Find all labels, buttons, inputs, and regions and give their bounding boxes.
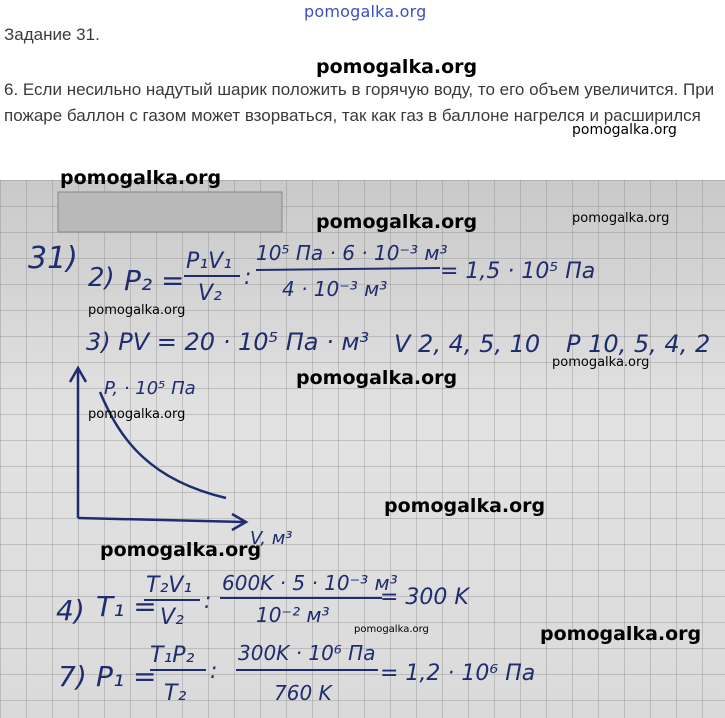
step7-label: 7) [58, 660, 87, 693]
t1p2-fraction-top: T₁P₂ [150, 643, 195, 668]
p1v1-fraction-top: P₁V₁ [186, 249, 232, 274]
step4-label: 4) [56, 594, 85, 627]
svg-text::: : [204, 589, 212, 614]
step7-numerator: 300K · 10⁶ Па [238, 641, 376, 665]
task-number: 31) [28, 241, 78, 276]
v2-fraction-bottom: V₂ [198, 281, 222, 306]
t1-symbol: T₁ = [96, 590, 157, 623]
watermark: pomogalka.org [572, 122, 677, 138]
step2-result: = 1,5 · 10⁵ Па [440, 259, 596, 284]
step3-equation: 3) PV = 20 · 10⁵ Па · м³ [86, 328, 370, 356]
svg-text::: : [244, 265, 252, 290]
task-title: Задание 31. [4, 25, 100, 44]
answer-text: 6. Если несильно надутый шарик положить в горячую воду, то его объем увеличится. При пожаре баллон с газом может взорваться, так как газ в баллоне нагрелся и расширился [4, 80, 715, 125]
step7-result: = 1,2 · 10⁶ Па [380, 661, 536, 686]
step4-numerator: 600K · 5 · 10⁻³ м³ [222, 571, 398, 595]
redaction-box [58, 192, 282, 232]
step4-denominator: 10⁻² м³ [256, 603, 330, 627]
p1-symbol: P₁ = [96, 660, 157, 693]
watermark: pomogalka.org [88, 407, 186, 422]
watermark: pomogalka.org [88, 303, 186, 318]
p-values: P 10, 5, 4, 2 [566, 330, 711, 358]
svg-text::: : [210, 659, 218, 684]
watermark: pomogalka.org [354, 624, 429, 635]
watermark: pomogalka.org [384, 495, 546, 517]
t2v1-fraction-top: T₂V₁ [146, 573, 193, 598]
p2-symbol: P₂ = [124, 264, 185, 297]
watermark: pomogalka.org [316, 56, 478, 78]
watermark: pomogalka.org [540, 623, 702, 645]
t2-bottom: T₂ [164, 681, 187, 706]
step2-denominator: 4 · 10⁻³ м³ [282, 277, 388, 301]
watermark: pomogalka.org [60, 167, 222, 189]
graph-x-axis [78, 518, 244, 522]
step7-denominator: 760 K [274, 681, 332, 705]
step2-numerator: 10⁵ Па · 6 · 10⁻³ м³ [256, 241, 448, 265]
watermark: pomogalka.org [572, 211, 670, 226]
watermark: pomogalka.org [316, 211, 478, 233]
step2-label: 2) [88, 263, 115, 293]
graph-x-label: V, м³ [250, 528, 293, 549]
v-values: V 2, 4, 5, 10 [394, 330, 541, 358]
graph-y-label: P, · 10⁵ Па [104, 378, 196, 399]
watermark: pomogalka.org [296, 367, 458, 389]
watermark: pomogalka.org [100, 539, 262, 561]
site-watermark-top: pomogalka.org [304, 2, 427, 21]
v2-bottom: V₂ [160, 605, 184, 630]
step4-result: = 300 K [380, 585, 469, 610]
watermark: pomogalka.org [552, 355, 650, 370]
